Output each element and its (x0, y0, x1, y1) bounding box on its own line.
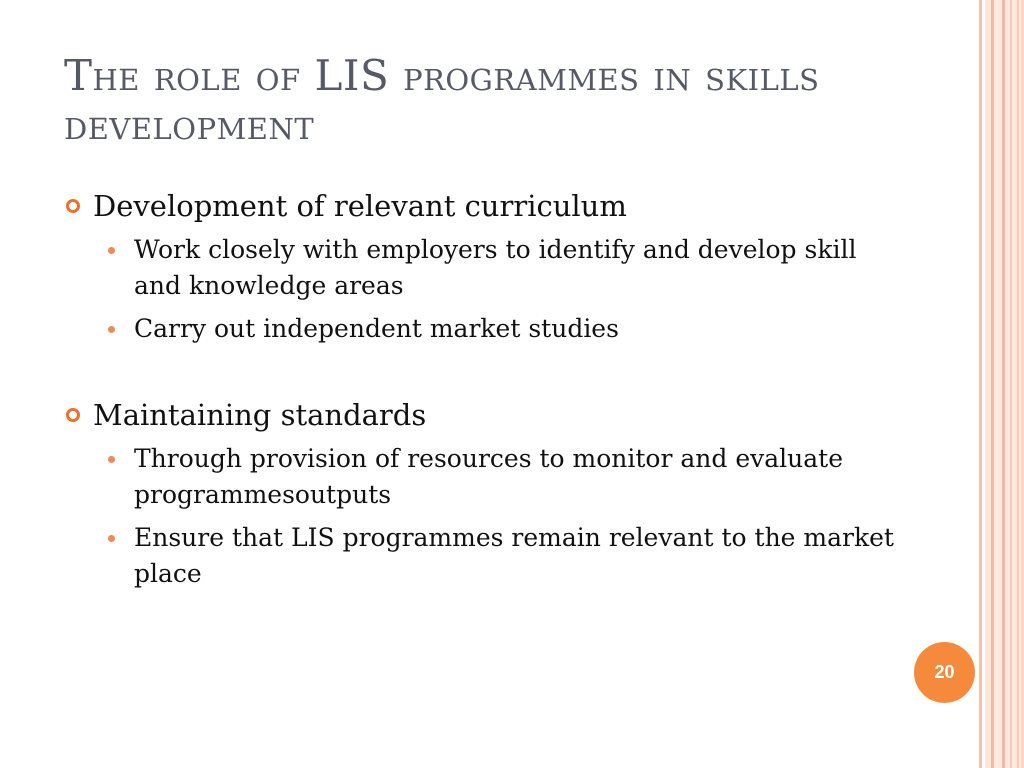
dot-bullet-icon (108, 326, 115, 333)
dot-bullet-icon (108, 535, 115, 542)
ring-bullet-icon (66, 199, 80, 213)
bullet-level1 (64, 395, 894, 435)
border-stripe (979, 0, 982, 768)
slide-title: The role of LIS programmes in skills development (64, 51, 820, 149)
border-stripe (1010, 0, 1012, 768)
border-stripe (991, 0, 994, 768)
bullet-level1 (64, 186, 894, 226)
slide-body (64, 186, 894, 592)
border-stripe (1017, 0, 1019, 768)
border-stripe (1002, 0, 1005, 768)
ring-bullet-icon (66, 408, 80, 422)
page-number-badge: 20 (914, 642, 975, 703)
dot-bullet-icon (108, 456, 115, 463)
bullet-level2 (64, 441, 894, 513)
bullet-level2 (64, 232, 894, 304)
bullet-level2-text: Through provision of resources to monitor and evaluate programmesoutputs (134, 444, 843, 509)
bullet-level2-text: Ensure that LIS programmes remain relevant to the market place (134, 523, 894, 588)
bullet-level2-text: Work closely with employers to identify and develop skill and knowledge areas (134, 235, 857, 300)
dot-bullet-icon (108, 247, 115, 254)
bullet-level2-text: Carry out independent market studies (134, 314, 619, 343)
bullet-level2 (64, 520, 894, 592)
border-stripe (994, 0, 1024, 768)
bullet-level1-text: Development of relevant curriculum (93, 189, 627, 223)
bullet-level2 (64, 311, 894, 347)
bullet-level1-text: Maintaining standards (93, 398, 427, 432)
